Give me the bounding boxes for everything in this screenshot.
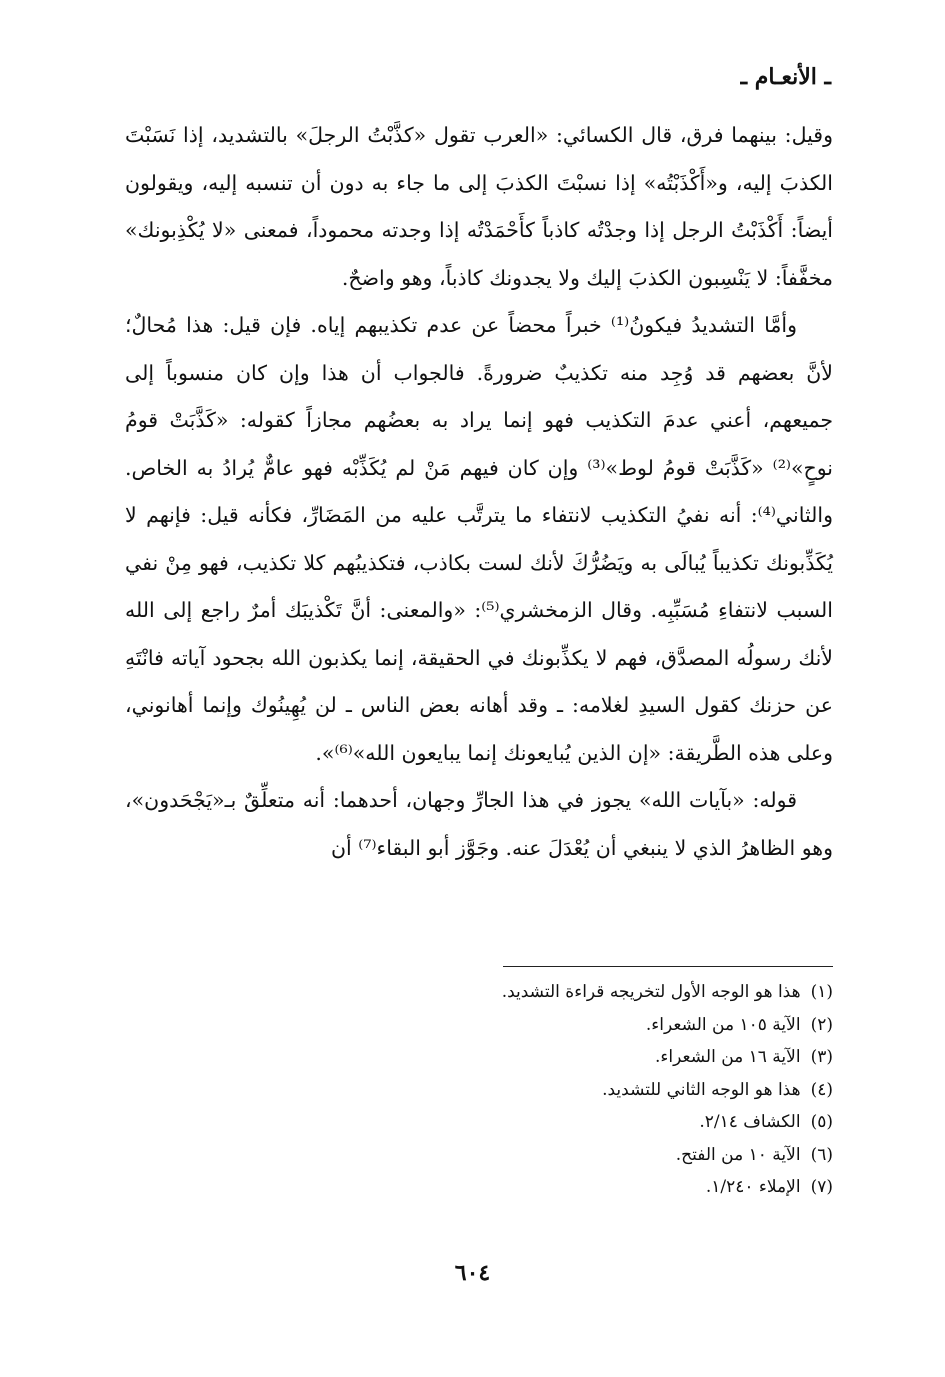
footnote-separator — [503, 966, 833, 967]
footnote-number: (٧) — [810, 1177, 833, 1197]
footnote-text: الآية ١٦ من الشعراء. — [655, 1047, 801, 1067]
running-header: ـ الأنعـام ـ — [740, 64, 831, 90]
footnote-text: هذا هو الوجه الأول لتخريجه قراءة التشديد. — [501, 982, 801, 1002]
footnote-text: الإملاء ١/٢٤٠. — [705, 1177, 801, 1197]
paragraph: وقيل: بينهما فرق، قال الكسائي: «العرب تقول «كذَّبْتُ الرجلَ» بالتشديد، إذا نَسَبْتَ الكذبَ إليه، و«أَكْذَبْتُه» إذا نسبْتَ الكذبَ إلى ما جاء به دون أن تنسبه إليه، ويقولون أيضاً: أَكْذَبْتُ الرجل إذا وجدْتُه كاذباً كأَحْمَدْتُه إذا وجدته محموداً، فمعنى «لا يُكْذِبونك» مخفَّفاً: لا يَنْسِبون الكذبَ إليك ولا يجدونك كاذباً، وهو واضحٌ. — [125, 123, 833, 290]
footnote-item — [125, 1171, 833, 1204]
footnote-number: (٥) — [810, 1112, 833, 1132]
footnote-number: (١) — [810, 982, 833, 1002]
paragraph: وأمَّا التشديدُ فيكونُ⁽¹⁾ خبراً محضاً عن عدم تكذيبهم إياه. فإن قيل: هذا مُحالٌ؛ لأنَّ بعضهم قد وُجِد منه تكذيبٌ ضرورةً. فالجواب أن هذا وإن كان منسوباً إلى جميعهم، أعني عدمَ التكذيب فهو إنما يراد به بعضُهم مجازاً كقوله: «كَذَّبَتْ قومُ نوحٍ»⁽²⁾ «كَذَّبَتْ قومُ لوط»⁽³⁾ وإن كان فيهم مَنْ لم يُكَذِّبْه فهو عامٌّ يُرادُ به الخاص. والثاني⁽⁴⁾: أنه نفيُ التكذيب لانتفاء ما يترتَّب عليه من المَضَارِّ، فكأنه قيل: فإنهم لا يُكَذِّبونك تكذيباً يُبالَى به ويَضُرُّكَ لأنك لست بكاذب، فتكذيبُهم كلا تكذيب، فهو مِنْ نفي السبب لانتفاءِ مُسَبِّبِه. وقال الزمخشري⁽⁵⁾: «والمعنى: أنَّ تَكْذيبَك أمرٌ راجع إلى الله لأنك رسولُه المصدَّق، فهم لا يكذِّبونك في الحقيقة، إنما يكذبون الله بجحود آياته فانْتَهِ عن حزنك كقول السيدِ لغلامه: ـ وقد أهانه بعض الناس ـ لن يُهِينُوك وإنما أهانوني، وعلى هذه الطَّريقة: «إن الذين يُبايعونك إنما يبايعون الله»⁽⁶⁾». — [125, 313, 834, 765]
footnote-item — [125, 1139, 833, 1172]
footnote-item — [125, 976, 833, 1009]
paragraph: قوله: «بآيات الله» يجوز في هذا الجارِّ وجهان، أحدهما: أنه متعلِّقٌ بـ«يَجْحَدون»، وهو الظاهرُ الذي لا ينبغي أن يُعْدَلَ عنه. وجَوَّز أبو البقاء⁽⁷⁾ أن — [125, 788, 833, 860]
main-text — [125, 112, 833, 872]
footnote-text: الكشاف ٢/١٤. — [699, 1112, 801, 1132]
footnote-text: الآية ١٠٥ من الشعراء. — [645, 1014, 801, 1035]
footnote-number: (٦) — [810, 1144, 833, 1165]
footnote-number: (٢) — [810, 1014, 833, 1035]
footnote-number: (٤) — [810, 1079, 833, 1100]
footnote-item — [125, 1009, 833, 1042]
footnote-text: هذا هو الوجه الثاني للتشديد. — [602, 1079, 801, 1100]
page-number: ٦٠٤ — [454, 1260, 491, 1286]
footnote-number: (٣) — [810, 1047, 833, 1067]
footnotes-list — [125, 976, 833, 1204]
footnote-item — [125, 1074, 833, 1107]
footnote-text: الآية ١٠ من الفتح. — [675, 1144, 801, 1165]
footnote-item — [125, 1041, 833, 1074]
footnote-item — [125, 1106, 833, 1139]
